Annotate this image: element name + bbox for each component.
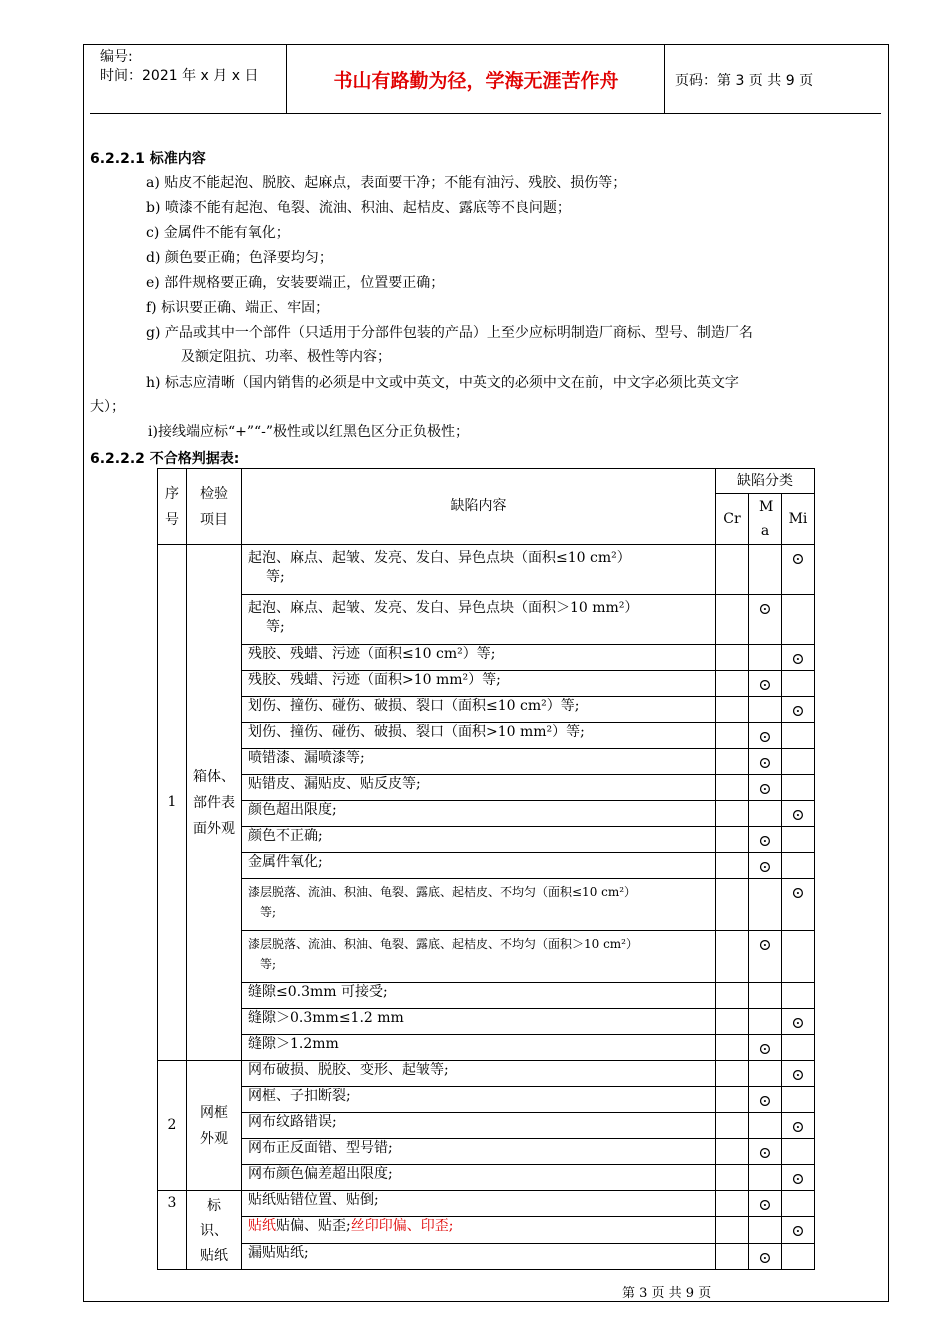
table-row [158, 983, 815, 1009]
mi-cell: ⊙ [782, 1165, 815, 1191]
header-item-label: 检验项目 [200, 485, 228, 528]
time-label: 时间：2021 年 x 月 x 日 [100, 68, 259, 84]
mi-cell [782, 1191, 815, 1217]
group-item-label: 标识、贴纸 [200, 1198, 228, 1264]
defect-content: 颜色超出限度; [242, 801, 716, 827]
ma-cell [749, 1061, 782, 1087]
defect-text-cont: 等; [260, 957, 277, 971]
defect-text: 漆层脱落、流油、积油、龟裂、露底、起桔皮、不均匀（面积＞10 cm²） [248, 937, 638, 951]
mi-cell [782, 1243, 815, 1269]
header-mi: Mi [782, 494, 815, 545]
mi-cell [782, 671, 815, 697]
defect-content: 网布纹路错误; [242, 1113, 716, 1139]
header-cr: Cr [716, 494, 749, 545]
code-label: 编号: [100, 49, 133, 65]
cr-cell [716, 595, 749, 645]
list-item: i)接线端应标“+”“-”极性或以红黑色区分正负极性； [148, 424, 470, 440]
group-item-label: 网框外观 [200, 1104, 228, 1147]
cr-cell [716, 1035, 749, 1061]
defect-content: 缝隙≤0.3mm 可接受; [242, 983, 716, 1009]
defect-text-red: 贴纸 [248, 1218, 276, 1235]
mi-cell [782, 723, 815, 749]
table-row [158, 1191, 815, 1217]
defect-content: 残胶、残蜡、污迹（面积≤10 cm²）等; [242, 645, 716, 671]
table-row [158, 1087, 815, 1113]
document-header [90, 44, 881, 114]
mi-cell: ⊙ [782, 1009, 815, 1035]
defect-text-cont: 等; [266, 619, 285, 635]
group-seq: 1 [158, 545, 187, 1061]
group-item [187, 1061, 242, 1191]
cr-cell [716, 1139, 749, 1165]
header-meta [100, 48, 258, 86]
mi-cell [782, 1035, 815, 1061]
ma-cell: ⊙ [749, 1243, 782, 1269]
mi-cell: ⊙ [782, 801, 815, 827]
table-row [158, 723, 815, 749]
table-row [158, 879, 815, 931]
cr-cell [716, 1191, 749, 1217]
defect-content: 贴错皮、漏贴皮、贴反皮等; [242, 775, 716, 801]
defect-text-cont: 等; [260, 905, 277, 919]
mi-cell: ⊙ [782, 879, 815, 931]
defect-content: 网布破损、脱胶、变形、起皱等; [242, 1061, 716, 1087]
mi-cell: ⊙ [782, 1113, 815, 1139]
table-row [158, 595, 815, 645]
cr-cell [716, 1217, 749, 1243]
cr-cell [716, 749, 749, 775]
group-item-label: 箱体、部件表面外观 [193, 768, 235, 837]
ma-cell: ⊙ [749, 1035, 782, 1061]
table-row [158, 1139, 815, 1165]
ma-cell: ⊙ [749, 1087, 782, 1113]
ma-cell [749, 1009, 782, 1035]
defect-content: 划伤、撞伤、碰伤、破损、裂口（面积≤10 cm²）等; [242, 697, 716, 723]
cr-cell [716, 1009, 749, 1035]
mi-cell [782, 1087, 815, 1113]
defect-content: 贴纸贴错位置、贴倒; [242, 1191, 716, 1217]
ma-cell: ⊙ [749, 671, 782, 697]
mi-cell [782, 931, 815, 983]
cr-cell [716, 645, 749, 671]
table-row [158, 697, 815, 723]
defect-text-red: 丝印印偏、印歪; [350, 1218, 454, 1235]
cr-cell [716, 853, 749, 879]
defect-content [242, 879, 716, 931]
ma-cell: ⊙ [749, 931, 782, 983]
mi-cell: ⊙ [782, 545, 815, 595]
header-divider [286, 44, 287, 114]
defect-content: 金属件氧化; [242, 853, 716, 879]
cr-cell [716, 801, 749, 827]
ma-cell [749, 1217, 782, 1243]
mi-cell [782, 595, 815, 645]
defect-content [242, 595, 716, 645]
header-ma-label: Ma [759, 499, 774, 539]
table-row [158, 1217, 815, 1243]
cr-cell [716, 723, 749, 749]
table-row [158, 775, 815, 801]
defect-criteria-table [157, 468, 815, 1270]
table-row [158, 931, 815, 983]
ma-cell: ⊙ [749, 749, 782, 775]
mi-cell: ⊙ [782, 1061, 815, 1087]
mi-cell [782, 775, 815, 801]
defect-content: 网布正反面错、型号错; [242, 1139, 716, 1165]
header-page-info: 页码：第 3 页 共 9 页 [675, 73, 814, 89]
cr-cell [716, 931, 749, 983]
defect-content: 颜色不正确; [242, 827, 716, 853]
defect-content [242, 931, 716, 983]
defect-text: 贴偏、贴歪; [276, 1218, 351, 1235]
list-item: d) 颜色要正确；色泽要均匀； [146, 250, 333, 266]
table-row [158, 1243, 815, 1269]
cr-cell [716, 1113, 749, 1139]
list-item-continuation: 及额定阻抗、功率、极性等内容； [181, 349, 391, 365]
mi-cell: ⊙ [782, 1217, 815, 1243]
cr-cell [716, 983, 749, 1009]
group-seq: 2 [158, 1061, 187, 1191]
list-item: a) 贴皮不能起泡、脱胶、起麻点，表面要干净；不能有油污、残胶、损伤等； [146, 175, 627, 191]
list-item: b) 喷漆不能有起泡、龟裂、流油、积油、起桔皮、露底等不良问题； [146, 200, 571, 216]
header-category: 缺陷分类 [716, 469, 815, 494]
table-row [158, 827, 815, 853]
ma-cell: ⊙ [749, 827, 782, 853]
cr-cell [716, 1061, 749, 1087]
defect-text-cont: 等; [266, 569, 285, 585]
section-title: 6.2.2.2 不合格判据表: [90, 451, 240, 467]
defect-content: 漏贴贴纸; [242, 1243, 716, 1269]
page-footer: 第 3 页 共 9 页 [622, 1286, 712, 1301]
ma-cell [749, 645, 782, 671]
mi-cell [782, 1139, 815, 1165]
ma-cell: ⊙ [749, 775, 782, 801]
header-seq-label: 序号 [165, 485, 179, 528]
table-row [158, 1113, 815, 1139]
list-item-continuation: 大）； [90, 399, 125, 415]
defect-content: 残胶、残蜡、污迹（面积>10 mm²）等; [242, 671, 716, 697]
header-content: 缺陷内容 [242, 469, 716, 545]
mi-cell [782, 827, 815, 853]
ma-cell [749, 879, 782, 931]
header-motto: 书山有路勤为径，学海无涯苦作舟 [333, 70, 619, 92]
ma-cell: ⊙ [749, 1191, 782, 1217]
group-item [187, 1191, 242, 1270]
table-row [158, 1061, 815, 1087]
header-item [187, 469, 242, 545]
list-item: f) 标识要正确、端正、牢固； [146, 300, 330, 316]
mi-cell [782, 853, 815, 879]
mi-cell [782, 983, 815, 1009]
defect-content: 划伤、撞伤、碰伤、破损、裂口（面积>10 mm²）等; [242, 723, 716, 749]
cr-cell [716, 697, 749, 723]
table-row [158, 671, 815, 697]
table-row [158, 1009, 815, 1035]
defect-content: 喷错漆、漏喷漆等; [242, 749, 716, 775]
mi-cell: ⊙ [782, 645, 815, 671]
cr-cell [716, 1165, 749, 1191]
section-title: 6.2.2.1 标准内容 [90, 151, 206, 167]
table-row [158, 645, 815, 671]
ma-cell [749, 545, 782, 595]
table-row [158, 801, 815, 827]
ma-cell: ⊙ [749, 1139, 782, 1165]
cr-cell [716, 879, 749, 931]
table-row [158, 545, 815, 595]
table-row [158, 1035, 815, 1061]
defect-content: 缝隙＞1.2mm [242, 1035, 716, 1061]
header-top-rule [90, 44, 881, 45]
defect-text: 起泡、麻点、起皱、发亮、发白、异色点块（面积＞10 mm²） [248, 600, 639, 616]
ma-cell [749, 801, 782, 827]
defect-content: 网框、子扣断裂; [242, 1087, 716, 1113]
table-row [158, 749, 815, 775]
table-row [158, 1165, 815, 1191]
defect-content [242, 1217, 716, 1243]
list-item: e) 部件规格要正确，安装要端正，位置要正确； [146, 275, 445, 291]
ma-cell [749, 1165, 782, 1191]
defect-text: 漆层脱落、流油、积油、龟裂、露底、起桔皮、不均匀（面积≤10 cm²） [248, 885, 637, 899]
header-ma [749, 494, 782, 545]
ma-cell [749, 697, 782, 723]
list-item: h) 标志应清晰（国内销售的必须是中文或中英文，中英文的必须中文在前，中文字必须比英文字 [146, 375, 739, 391]
header-bottom-rule [90, 113, 881, 114]
mi-cell: ⊙ [782, 697, 815, 723]
group-item [187, 545, 242, 1061]
cr-cell [716, 545, 749, 595]
ma-cell: ⊙ [749, 723, 782, 749]
cr-cell [716, 671, 749, 697]
defect-content: 缝隙＞0.3mm≤1.2 mm [242, 1009, 716, 1035]
header-divider [664, 44, 665, 114]
cr-cell [716, 1243, 749, 1269]
ma-cell [749, 1113, 782, 1139]
ma-cell: ⊙ [749, 595, 782, 645]
ma-cell [749, 983, 782, 1009]
defect-content [242, 545, 716, 595]
list-item: c) 金属件不能有氧化； [146, 225, 290, 241]
cr-cell [716, 775, 749, 801]
header-seq [158, 469, 187, 545]
table-row [158, 853, 815, 879]
defect-text: 起泡、麻点、起皱、发亮、发白、异色点块（面积≤10 cm²） [248, 550, 631, 566]
mi-cell [782, 749, 815, 775]
ma-cell: ⊙ [749, 853, 782, 879]
list-item: g) 产品或其中一个部件（只适用于分部件包装的产品）上至少应标明制造厂商标、型号、制造厂名 [146, 325, 753, 341]
group-seq: 3 [158, 1191, 187, 1270]
defect-content: 网布颜色偏差超出限度; [242, 1165, 716, 1191]
cr-cell [716, 1087, 749, 1113]
cr-cell [716, 827, 749, 853]
